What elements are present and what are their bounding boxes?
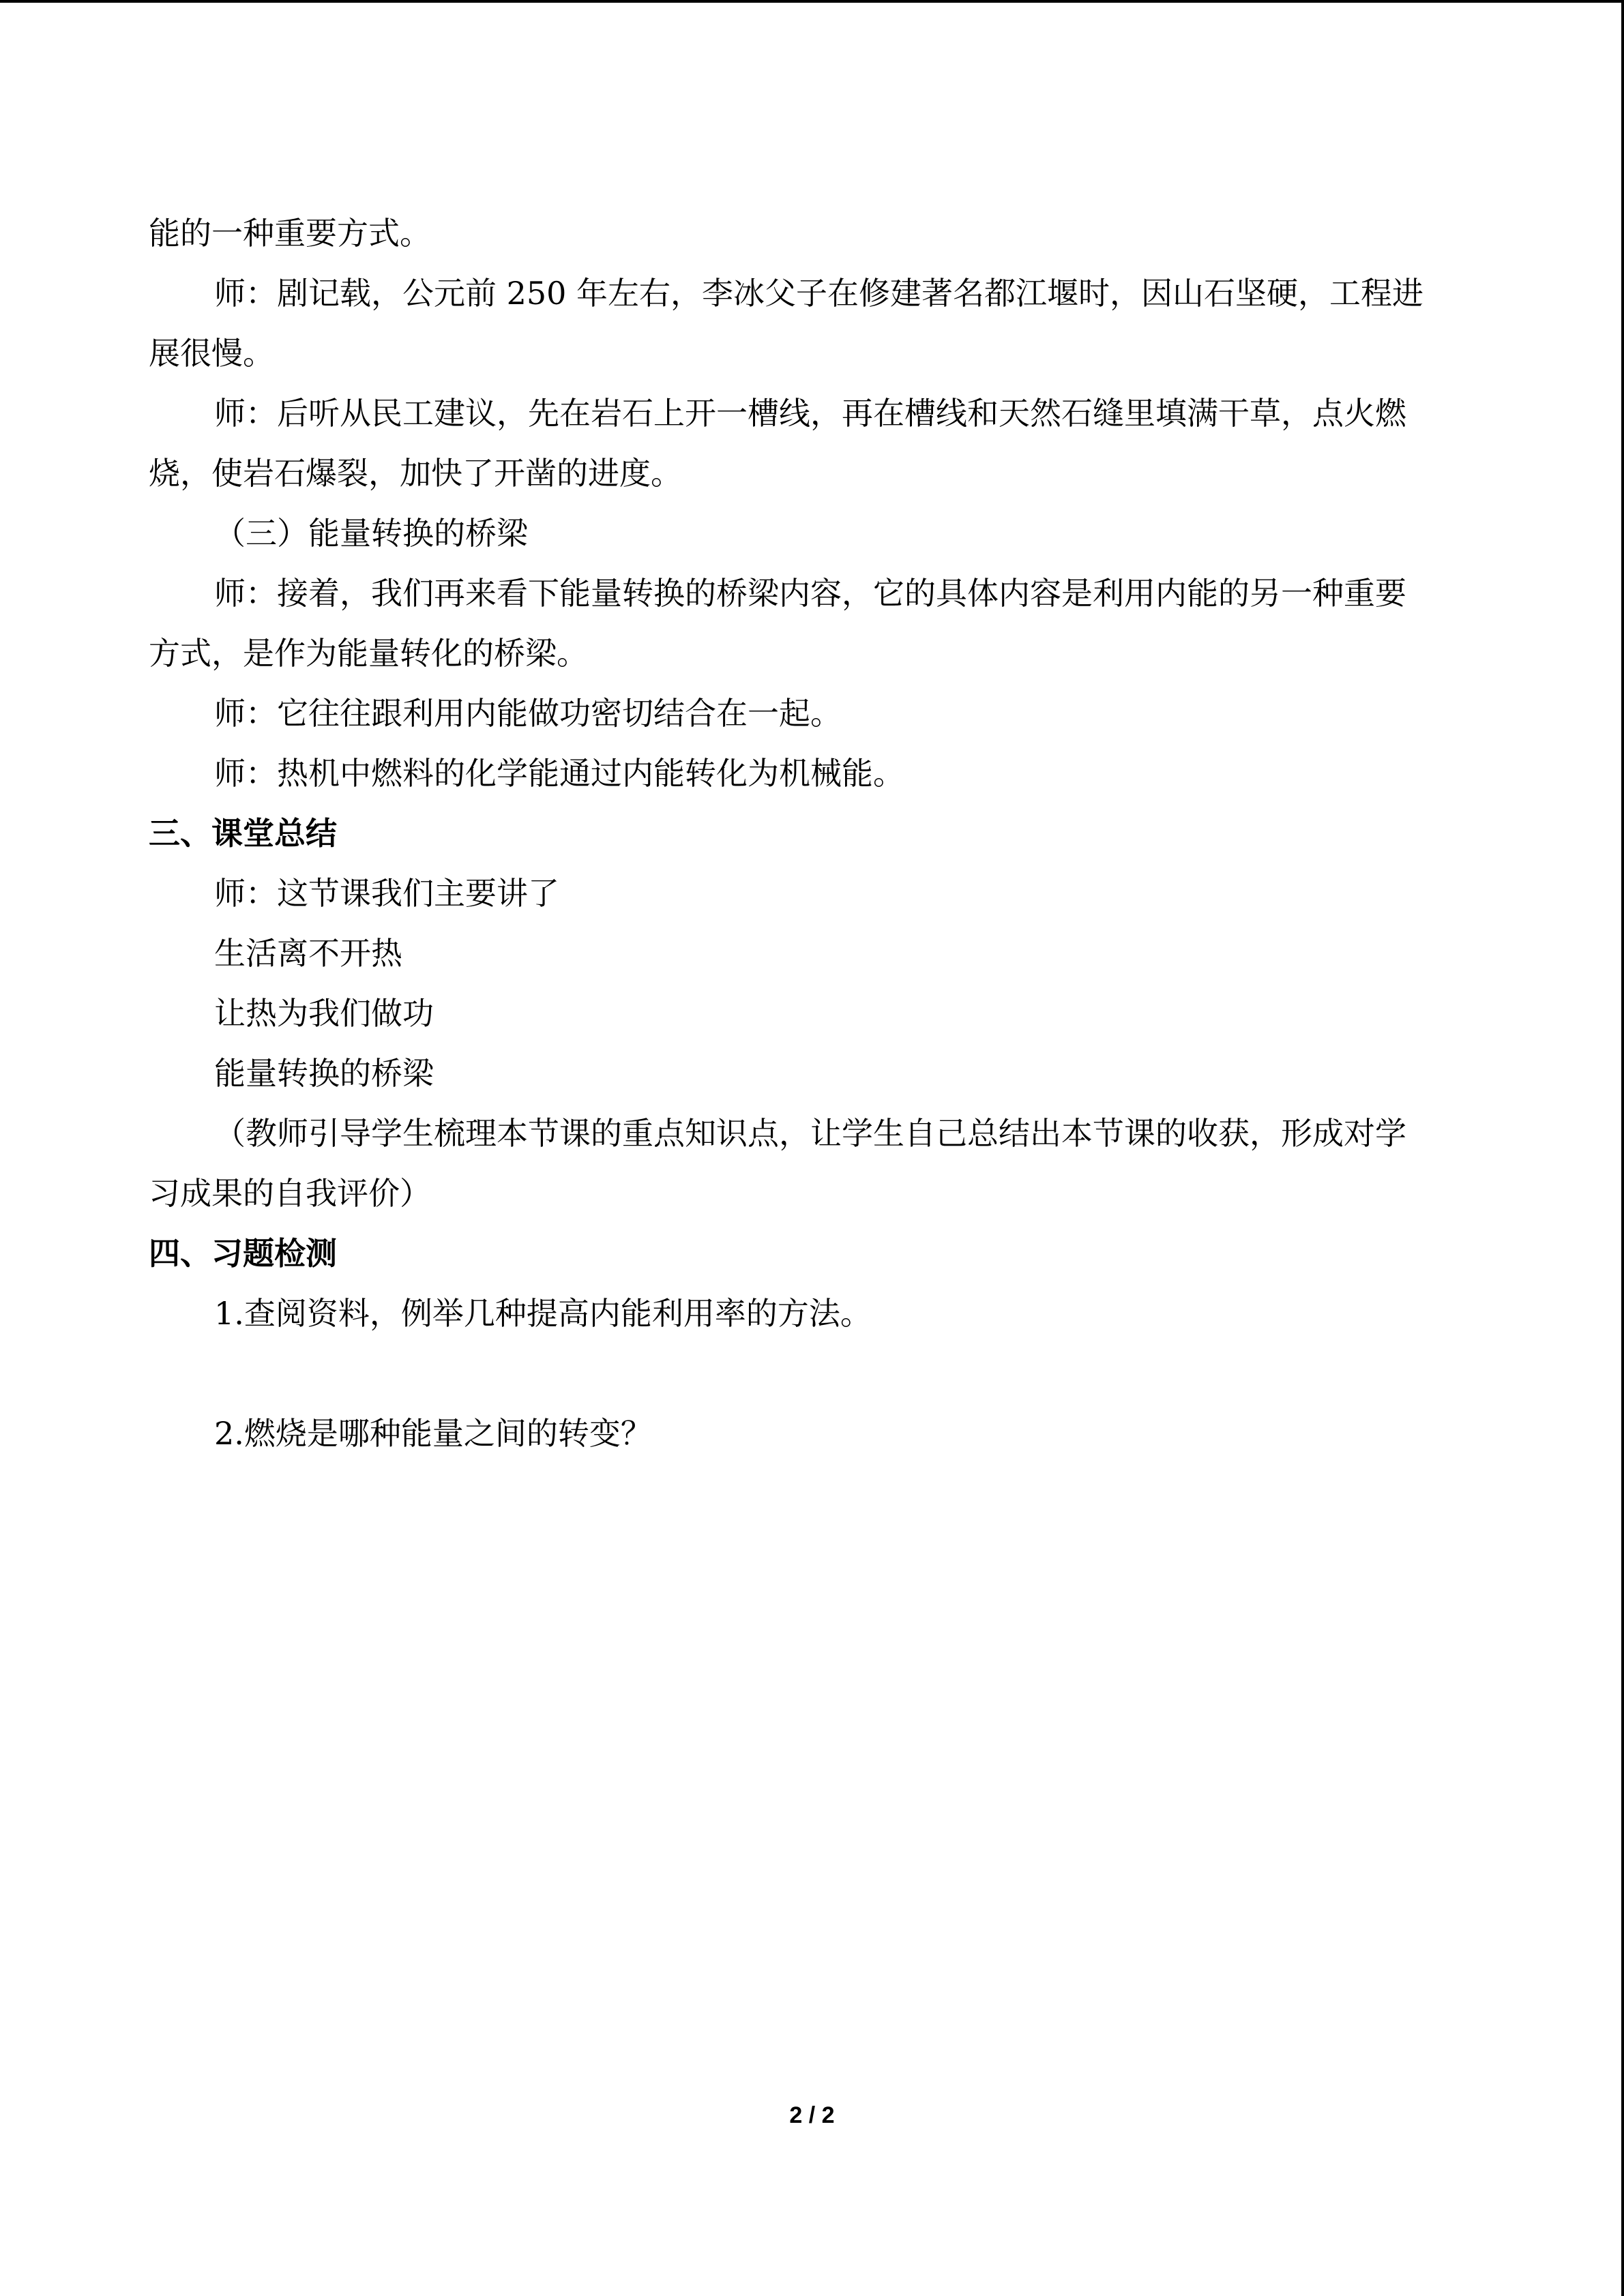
paragraph-line: （教师引导学生梳理本节课的重点知识点，让学生自己总结出本节课的收获，形成对学 bbox=[214, 1115, 1406, 1152]
page-number: 2 / 2 bbox=[789, 2102, 835, 2128]
list-item: 生活离不开热 bbox=[214, 935, 402, 972]
blank-line bbox=[149, 1343, 1458, 1403]
paragraph-line: 烧，使岩石爆裂，加快了开凿的进度。 bbox=[149, 455, 682, 492]
paragraph-line: 师：这节课我们主要讲了 bbox=[214, 875, 559, 912]
paragraph-line: 展很慢。 bbox=[149, 335, 274, 372]
paragraph-line: 师：它往往跟利用内能做功密切结合在一起。 bbox=[214, 695, 842, 732]
subsection-heading: （三）能量转换的桥梁 bbox=[214, 515, 528, 552]
page-right-border bbox=[1621, 0, 1624, 2296]
section-heading-summary: 三、课堂总结 bbox=[149, 815, 337, 852]
page-top-border bbox=[0, 0, 1624, 3]
paragraph-line: 习成果的自我评价） bbox=[149, 1175, 431, 1212]
paragraph-line: 师：后听从民工建议，先在岩石上开一槽线，再在槽线和天然石缝里填满干草，点火燃 bbox=[214, 395, 1406, 432]
list-item: 能量转换的桥梁 bbox=[214, 1055, 434, 1092]
exercise-question: 1.查阅资料，例举几种提高内能利用率的方法。 bbox=[214, 1295, 872, 1332]
paragraph-line: 师：热机中燃料的化学能通过内能转化为机械能。 bbox=[214, 755, 904, 792]
section-heading-exercises: 四、习题检测 bbox=[149, 1235, 337, 1272]
exercise-question: 2.燃烧是哪种能量之间的转变？ bbox=[214, 1415, 652, 1452]
document-body bbox=[149, 203, 1458, 1463]
paragraph-line: 方式，是作为能量转化的桥梁。 bbox=[149, 635, 588, 672]
list-item: 让热为我们做功 bbox=[214, 995, 434, 1032]
paragraph-line: 能的一种重要方式。 bbox=[149, 215, 431, 252]
paragraph-line: 师：剧记载，公元前 250 年左右，李冰父子在修建著名都江堰时，因山石坚硬，工程进 bbox=[214, 275, 1424, 312]
paragraph-line: 师：接着，我们再来看下能量转换的桥梁内容，它的具体内容是利用内能的另一种重要 bbox=[214, 575, 1406, 612]
